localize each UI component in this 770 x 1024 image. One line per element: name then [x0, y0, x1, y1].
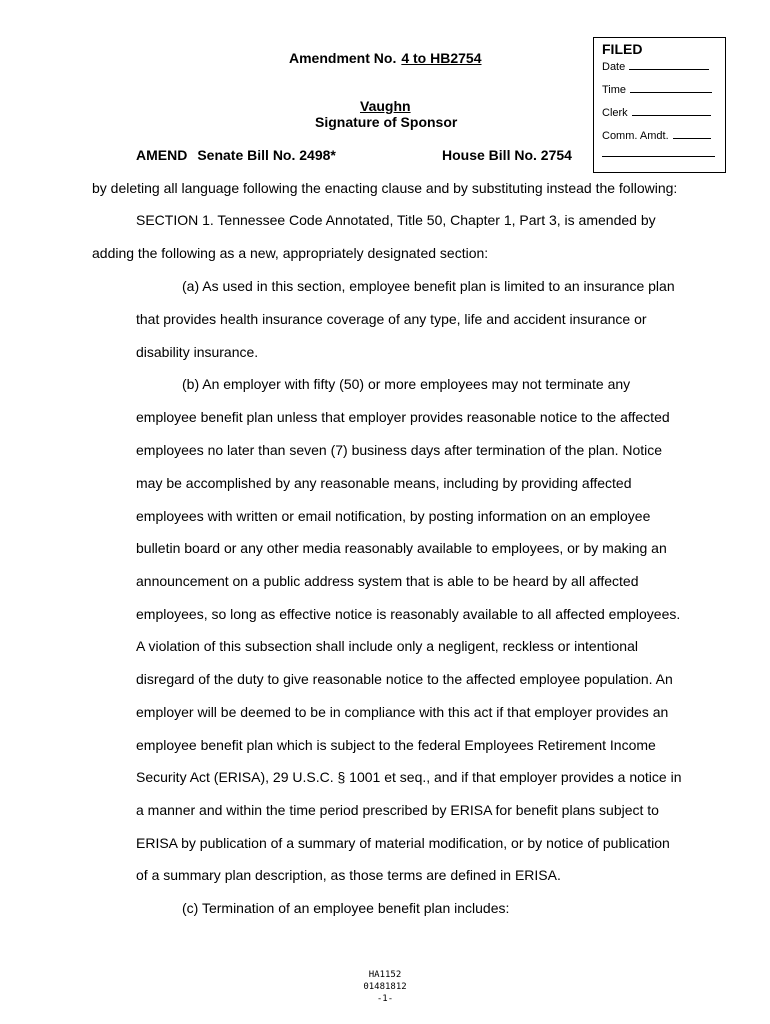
filed-clerk-line [632, 106, 711, 116]
body-line: announcement on a public address system that is able to be heard by all affected [136, 573, 639, 589]
body-line: (b) An employer with fifty (50) or more employees may not terminate any [182, 376, 631, 392]
filed-box [593, 37, 726, 173]
filed-date-label: Date [602, 61, 626, 73]
filed-clerk-row [602, 106, 711, 119]
body-line: employee benefit plan which is subject to the federal Employees Retirement Income [136, 737, 656, 753]
amendment-prefix: Amendment No. [289, 50, 397, 66]
footer-code-2: 01481812 [363, 982, 407, 992]
sponsor-label: Signature of Sponsor [315, 114, 458, 130]
body-line: employees, so long as effective notice is reasonably available to all affected employees. [136, 606, 681, 622]
filed-time-label: Time [602, 84, 627, 96]
filed-date-line [629, 60, 709, 70]
body-line: by deleting all language following the enacting clause and by substituting instead the following: [92, 180, 678, 196]
body-line: Security Act (ERISA), 29 U.S.C. § 1001 et seq., and if that employer provides a notice in [136, 769, 682, 785]
body-line: adding the following as a new, appropriately designated section: [92, 245, 489, 261]
body-line: that provides health insurance coverage of any type, life and accident insurance or [136, 311, 647, 327]
sponsor-name: Vaughn [360, 98, 411, 114]
body-line: SECTION 1. Tennessee Code Annotated, Title 50, Chapter 1, Part 3, is amended by [136, 212, 656, 228]
body-line: disability insurance. [136, 344, 259, 360]
body-line: employee benefit plan unless that employer provides reasonable notice to the affected [136, 409, 670, 425]
body-line: employees no later than seven (7) business days after termination of the plan. Notice [136, 442, 663, 458]
body-line: may be accomplished by any reasonable means, including by providing affected [136, 475, 632, 491]
filed-comm-row [602, 129, 711, 142]
filed-blank-line [602, 156, 715, 157]
filed-comm-line [673, 129, 711, 139]
body-line: of a summary plan description, as those terms are defined in ERISA. [136, 867, 561, 883]
filed-time-line [630, 83, 712, 93]
amend-label: AMEND [136, 147, 188, 163]
body-line: A violation of this subsection shall include only a negligent, reckless or intentional [136, 638, 638, 654]
house-bill: House Bill No. 2754 [442, 147, 572, 163]
body-line: employees with written or email notification, by posting information on an employee [136, 508, 651, 524]
filed-date-row [602, 60, 709, 73]
body-line: (c) Termination of an employee benefit plan includes: [182, 900, 510, 916]
filed-clerk-label: Clerk [602, 107, 628, 119]
amend-line [136, 147, 336, 163]
body-line: (a) As used in this section, employee benefit plan is limited to an insurance plan [182, 278, 675, 294]
body-line: bulletin board or any other media reasonably available to employees, or by making an [136, 540, 667, 556]
senate-bill: Senate Bill No. 2498* [197, 147, 336, 163]
amendment-number: 4 to HB2754 [401, 50, 482, 66]
filed-time-row [602, 83, 712, 96]
body-line: disregard of the duty to give reasonable notice to the affected employee population. An [136, 671, 673, 687]
footer-code-1: HA1152 [368, 970, 402, 980]
body-line: ERISA by publication of a summary of material modification, or by notice of publication [136, 835, 670, 851]
body-line: employer will be deemed to be in compliance with this act if that employer provides an [136, 704, 669, 720]
filed-comm-label: Comm. Amdt. [602, 130, 669, 142]
body-line: a manner and within the time period prescribed by ERISA for benefit plans subject to [136, 802, 659, 818]
page-number: -1- [376, 994, 394, 1004]
amendment-title [289, 50, 482, 66]
filed-title: FILED [602, 41, 643, 57]
